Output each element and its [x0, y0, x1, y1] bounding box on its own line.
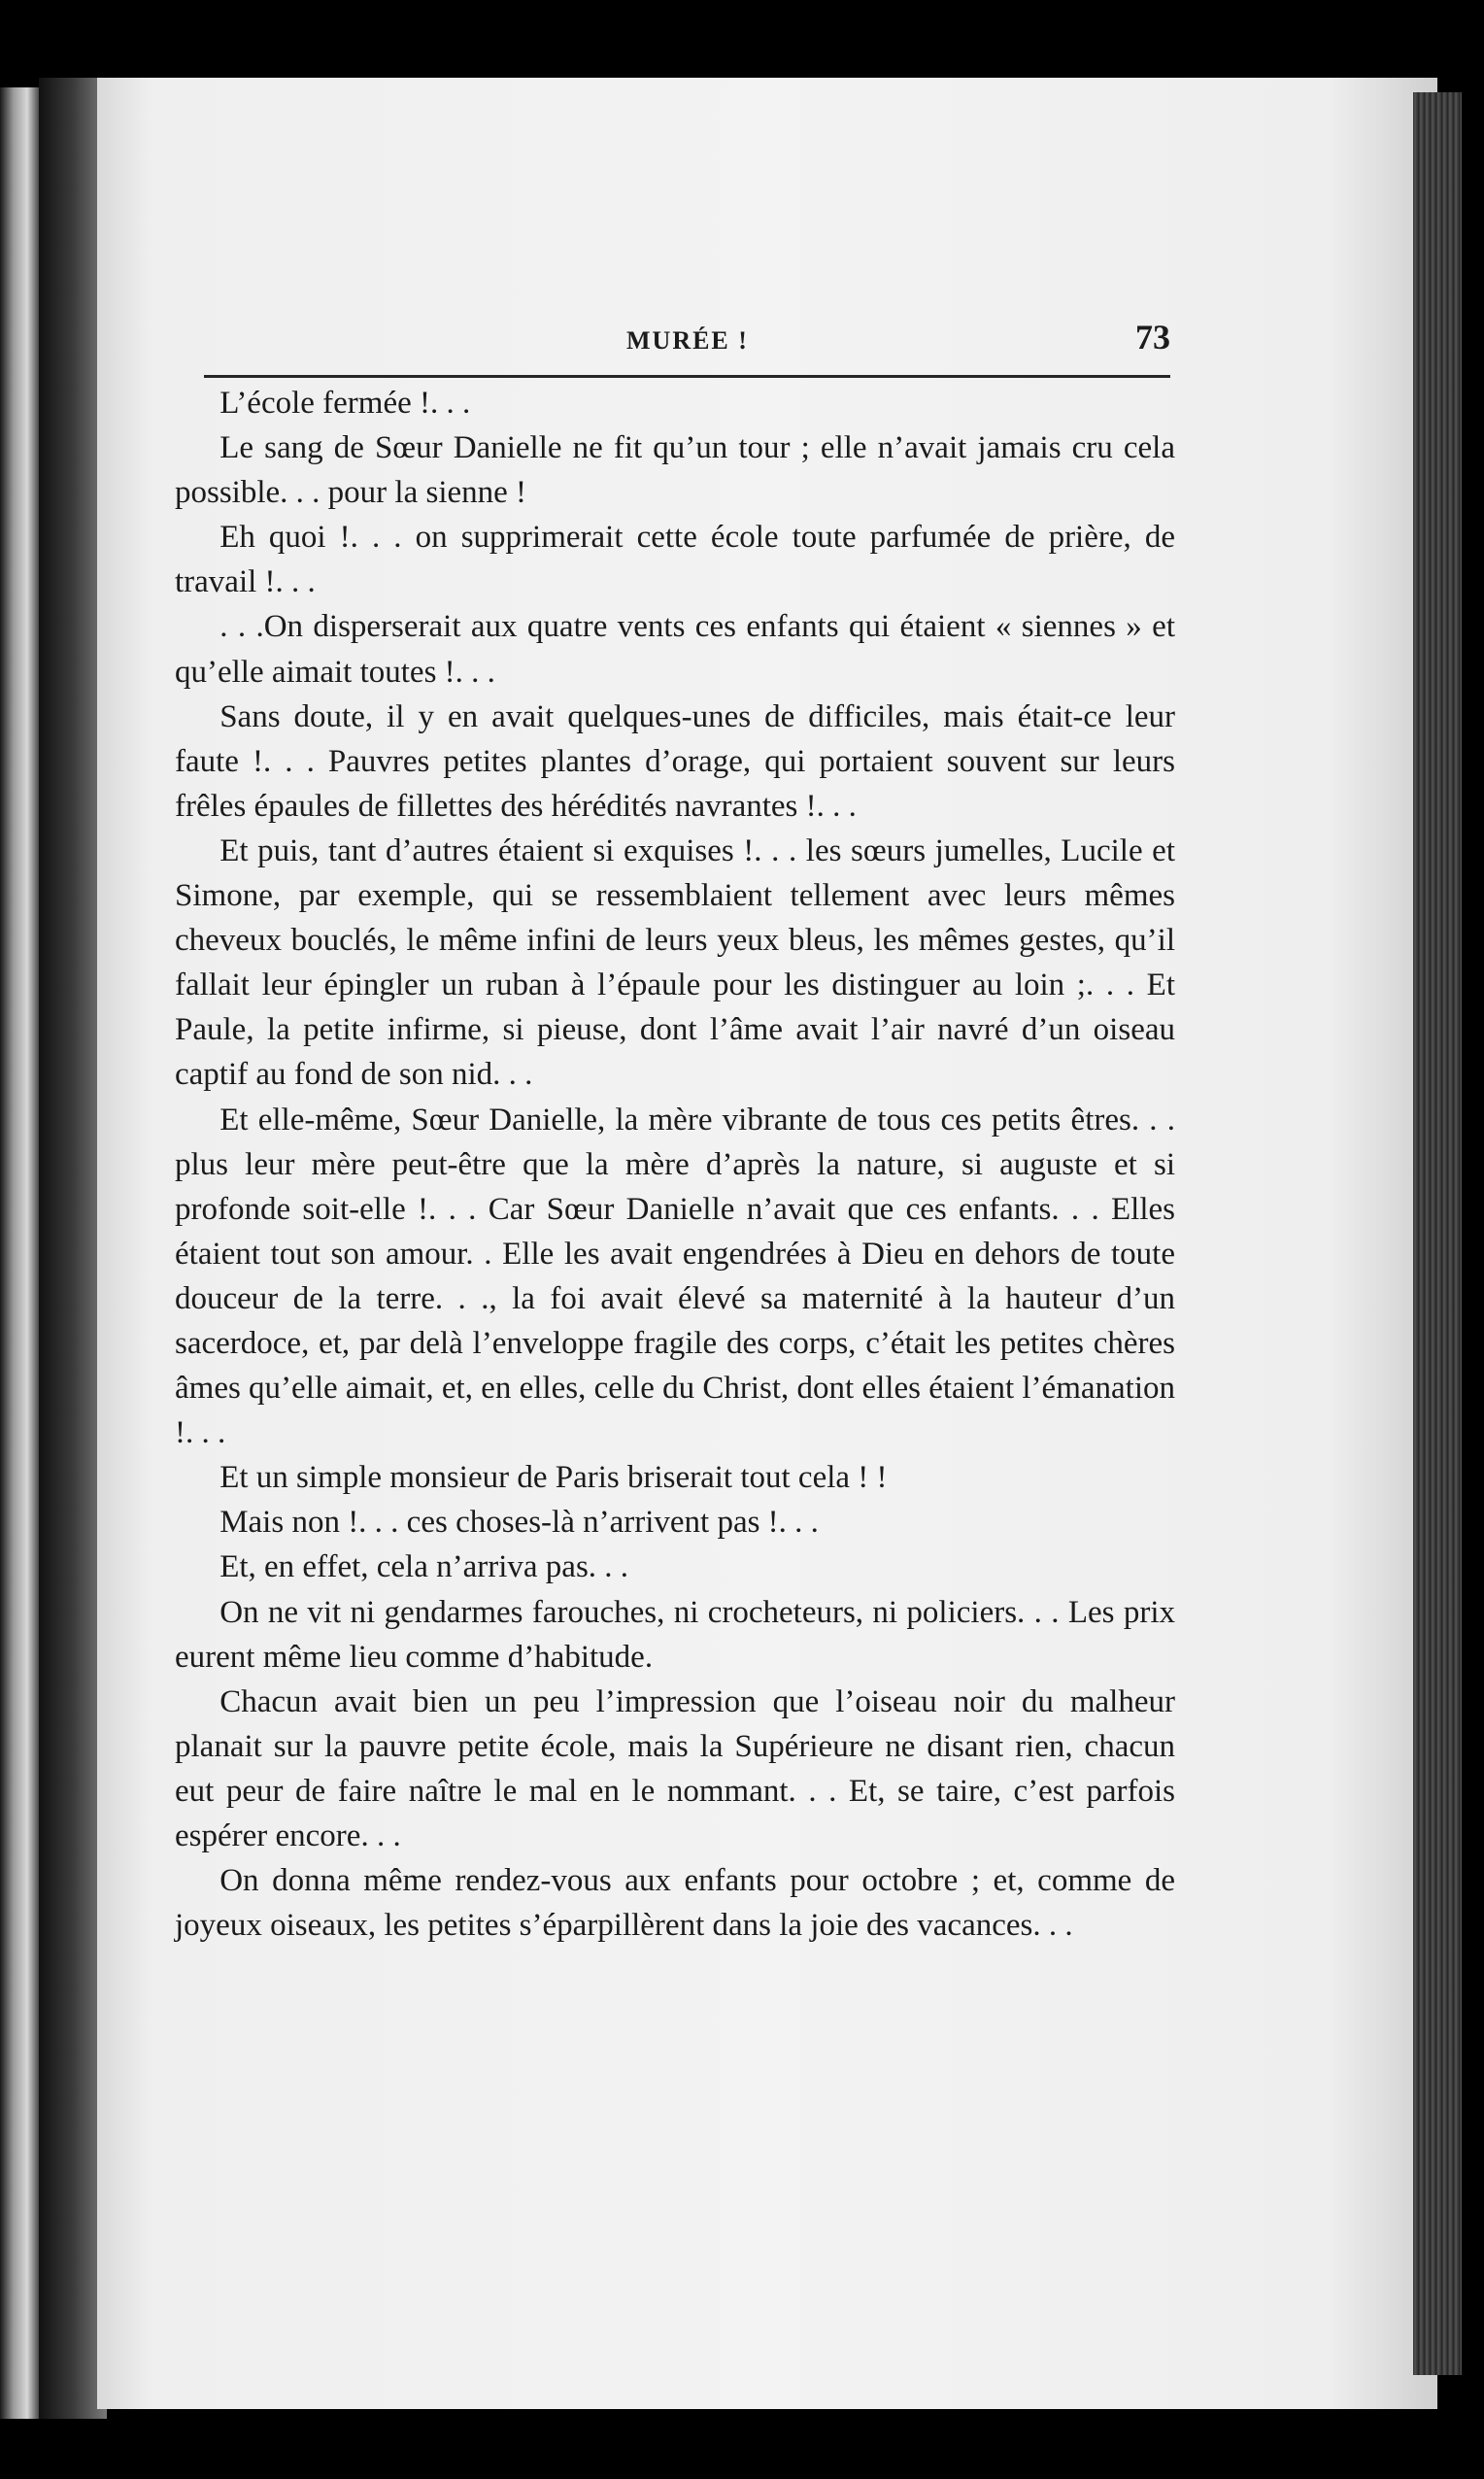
paragraph: Mais non !. . . ces choses-là n’arrivent pas !. . . — [219, 1505, 819, 1541]
body-text — [175, 381, 1175, 1948]
page-number: 73 — [1135, 318, 1170, 357]
paragraph: Et elle-même, Sœur Danielle, la mère vibrante de tous ces petits êtres. . . plus leur mère peut-être que la mère d’après la nature, si auguste et si profonde soit-elle !. . . Car Sœur Danielle n’avait que ces enfants. . . Elles étaient tout son amour. . Elle les avait engendrées à Dieu en dehors de toute douceur de la terre. . ., la foi avait élevé sa maternité à la hauteur d’un sacerdoce, et, par delà l’enveloppe fragile des corps, c’était les petites chères âmes qu’elle aimait, et, en elles, celle du Christ, dont elles étaient l’émanation !. . . — [175, 1102, 1175, 1451]
paragraph: L’école fermée !. . . — [219, 386, 471, 421]
paragraph: Et puis, tant d’autres étaient si exquises !. . . les sœurs jumelles, Lucile et Simone, par exemple, qui se ressemblaient tellement avec leurs mêmes cheveux bouclés, le même infini de leurs yeux bleus, les mêmes gestes, qu’il fallait leur épingler un ruban à l’épaule pour les distinguer au loin ;. . . Et Paule, la petite infirme, si pieuse, dont l’âme avait l’air navré d’un oiseau captif au fond de son nid. . . — [175, 832, 1175, 1093]
previous-page-edge — [0, 87, 39, 2419]
header-rule — [204, 375, 1170, 378]
paragraph: Eh quoi !. . . on supprimerait cette école toute parfumée de prière, de travail !. . . — [175, 520, 1175, 600]
paragraph: Et, en effet, cela n’arriva pas. . . — [219, 1549, 629, 1585]
paragraph: Chacun avait bien un peu l’impression que l’oiseau noir du malheur planait sur la pauvre petite école, mais la Supérieure ne disant rien, chacun eut peur de faire naître le mal en le nommant. . . Et, se taire, c’est parfois espérer encore. . . — [175, 1683, 1175, 1853]
paragraph: Et un simple monsieur de Paris briserait tout cela ! ! — [219, 1460, 888, 1496]
paragraph: Le sang de Sœur Danielle ne fit qu’un tour ; elle n’avait jamais cru cela possible. . . pour la sienne ! — [175, 430, 1175, 511]
running-title: MURÉE ! — [626, 326, 749, 355]
page-stack-edge — [1413, 92, 1462, 2375]
paragraph: On donna même rendez-vous aux enfants pour octobre ; et, comme de joyeux oiseaux, les petites s’éparpillèrent dans la joie des vacances. . . — [175, 1863, 1175, 1944]
paragraph: Sans doute, il y en avait quelques-unes de difficiles, mais était-ce leur faute !. . . Pauvres petites plantes d’orage, qui portaient souvent sur leurs frêles épaules de fillettes des hérédités navrantes !. . . — [175, 698, 1175, 824]
paragraph: On ne vit ni gendarmes farouches, ni crocheteurs, ni policiers. . . Les prix eurent même lieu comme d’habitude. — [175, 1594, 1175, 1675]
paragraph: . . .On disperserait aux quatre vents ces enfants qui étaient « siennes » et qu’elle aimait toutes !. . . — [175, 609, 1175, 690]
page-header — [199, 317, 1170, 373]
